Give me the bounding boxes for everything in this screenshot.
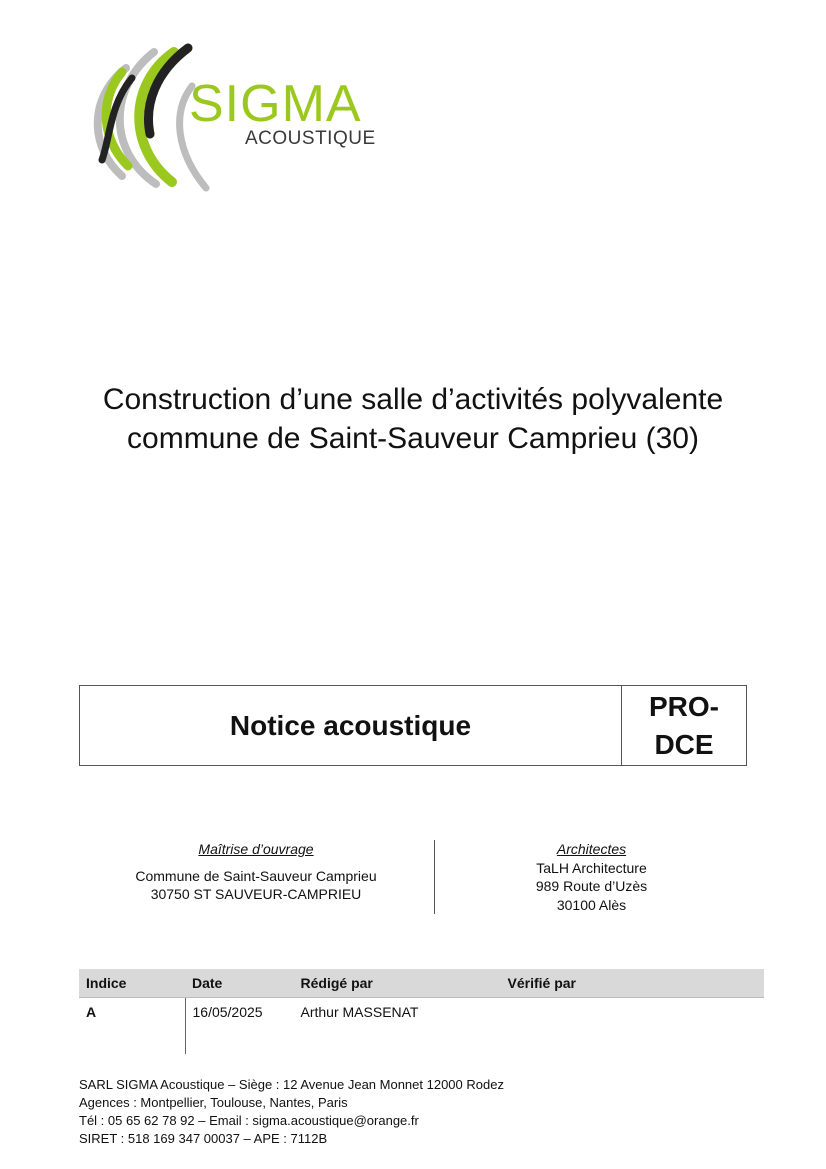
notice-phase-line1: PRO- — [649, 690, 719, 722]
footer-line4: SIRET : 518 169 347 00037 – APE : 7112B — [79, 1131, 328, 1146]
notice-phase — [622, 686, 746, 765]
maitrise-heading: Maîtrise d’ouvrage — [198, 841, 314, 857]
revision-table — [79, 969, 764, 1054]
cell-date: 16/05/2025 — [185, 998, 294, 1055]
cell-verifie — [501, 998, 765, 1055]
cell-redige: Arthur MASSENAT — [300, 1004, 419, 1020]
maitrise-line2: 30750 ST SAUVEUR-CAMPRIEU — [150, 886, 362, 902]
architectes-line3: 30100 Alès — [556, 896, 627, 913]
project-title-line2: commune de Saint-Sauveur Camprieu (30) — [127, 422, 699, 455]
architectes — [479, 840, 704, 914]
parties-section — [79, 840, 747, 914]
maitrise-line1: Commune de Saint-Sauveur Camprieu — [135, 867, 377, 884]
table-row — [79, 998, 764, 1055]
notice-title: Notice acoustique — [80, 686, 622, 765]
header-verifie: Vérifié par — [501, 969, 765, 998]
header-redige: Rédigé par — [294, 969, 501, 998]
architectes-line2: 989 Route d’Uzès — [535, 878, 648, 894]
architectes-heading: Architectes — [556, 841, 627, 857]
maitrise-ouvrage — [109, 840, 403, 904]
company-logo — [88, 42, 388, 192]
project-title-line1: Construction d’une salle d’activités polyvalente — [102, 383, 724, 416]
header-indice: Indice — [79, 969, 185, 998]
notice-box — [79, 685, 747, 766]
notice-phase-line2: DCE — [654, 728, 714, 760]
parties-divider — [434, 840, 435, 914]
architectes-line1: TaLH Architecture — [536, 859, 647, 876]
project-title — [40, 380, 786, 458]
header-date: Date — [185, 969, 294, 998]
footer-line1: SARL SIGMA Acoustique – Siège : 12 Avenue Jean Monnet 12000 Rodez — [79, 1077, 504, 1092]
footer-line3: Tél : 05 65 62 78 92 – Email : sigma.acoustique@orange.fr — [79, 1113, 419, 1128]
footer — [79, 1076, 504, 1148]
footer-line2: Agences : Montpellier, Toulouse, Nantes, Paris — [79, 1095, 348, 1110]
logo-name: SIGMA — [189, 75, 362, 133]
cell-indice: A — [86, 1004, 97, 1020]
revision-header-row — [79, 969, 764, 998]
logo-subtitle: ACOUSTIQUE — [245, 128, 376, 149]
